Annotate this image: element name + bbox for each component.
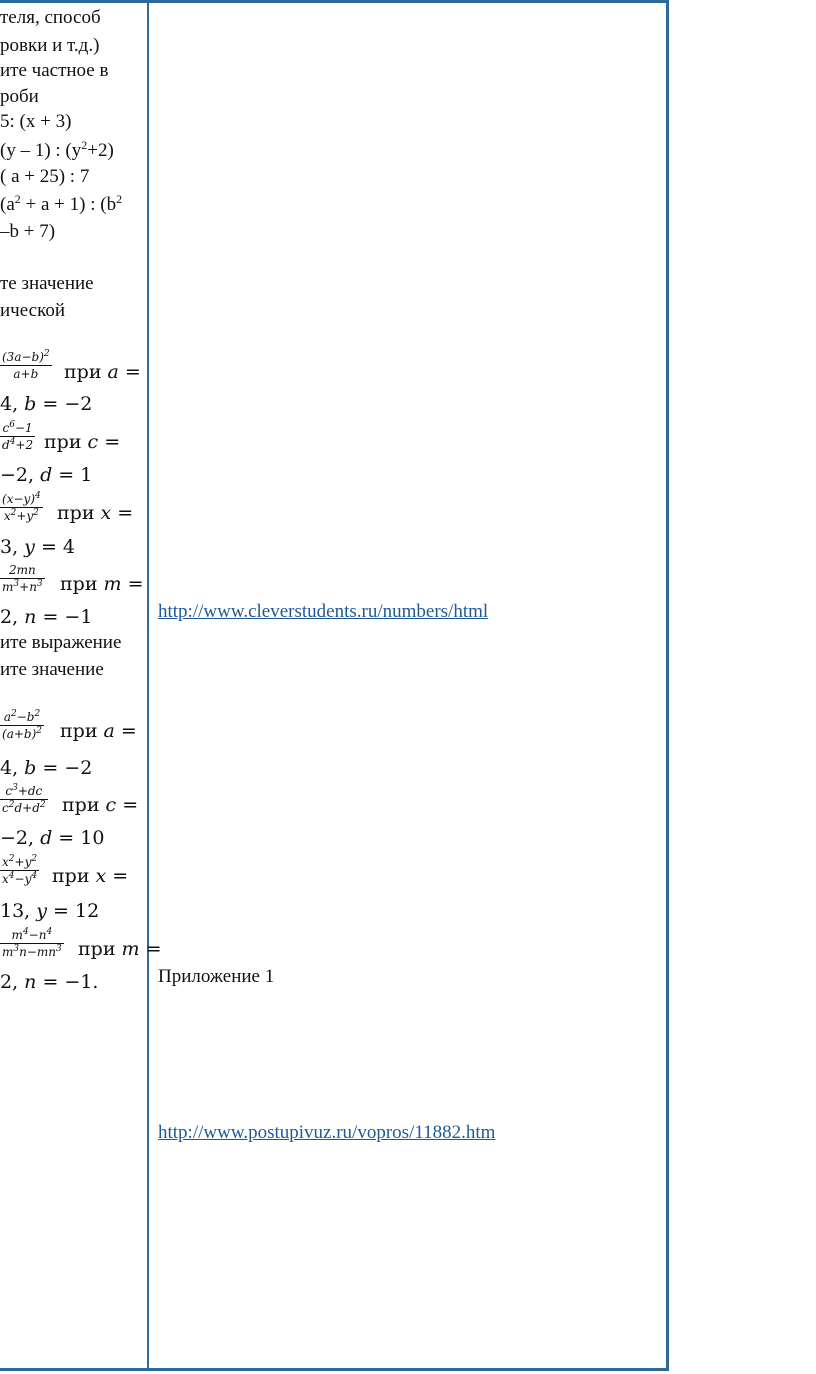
fraction: $\frac{2mn}{m^3+n^3}$ bbox=[2, 563, 43, 594]
condition: при c = bbox=[62, 794, 139, 816]
condition: при m = bbox=[60, 573, 144, 595]
resource-link-postupivuz[interactable]: http://www.postupivuz.ru/vopros/11882.htm bbox=[158, 1122, 496, 1143]
condition: при x = bbox=[52, 865, 129, 887]
condition: при c = bbox=[44, 431, 121, 453]
division-example-3: ( a + 25) : 7 bbox=[0, 166, 90, 187]
task-text-line: ровки и т.д.) bbox=[0, 35, 100, 56]
task-heading-line: ите значение bbox=[0, 659, 104, 680]
fraction: $\frac{c^6-1}{d^4+2}$ bbox=[2, 420, 34, 452]
table-frame-right bbox=[666, 0, 669, 1371]
task-text-line: теля, способ bbox=[0, 7, 101, 28]
fraction: $\frac{(3a-b)^2}{a+b}$ bbox=[2, 349, 50, 381]
division-example-4: $(a^2 + a + 1)$ : ($b^2$ bbox=[0, 192, 123, 215]
task-heading-line: ической bbox=[0, 300, 65, 321]
division-example-5: –b + 7) bbox=[0, 221, 56, 242]
task-heading-line: ите выражение bbox=[0, 632, 122, 653]
division-example-1: 5: (x + 3) bbox=[0, 111, 72, 132]
condition-values: −2, d = 10 bbox=[0, 827, 105, 849]
condition: при a = bbox=[60, 720, 137, 742]
division-example-2: (y – 1) : $(y^2+2)$ bbox=[0, 138, 114, 161]
condition-values: 4, b = −2 bbox=[0, 757, 93, 779]
condition: при m = bbox=[78, 938, 162, 960]
resource-link-cleverstudents[interactable]: http://www.cleverstudents.ru/numbers/html bbox=[158, 601, 489, 622]
condition-values: −2, d = 1 bbox=[0, 464, 93, 486]
fraction: $\frac{a^2-b^2}{(a+b)^2}$ bbox=[2, 709, 43, 741]
table-column-divider bbox=[147, 0, 149, 1371]
fraction: $\frac{c^3+dc}{c^2d+d^2}$ bbox=[2, 783, 46, 815]
condition-values: 13, y = 12 bbox=[0, 900, 100, 922]
task-text-line: ите частное в bbox=[0, 60, 109, 81]
condition-values: 2, n = −1. bbox=[0, 971, 99, 993]
fraction: $\frac{x^2+y^2}{x^4-y^4}$ bbox=[2, 854, 38, 886]
fraction: $\frac{(x-y)^4}{x^2+y^2}$ bbox=[2, 491, 41, 523]
table-frame-bottom bbox=[0, 1368, 669, 1371]
condition-values: 2, n = −1 bbox=[0, 606, 93, 628]
table-frame-top bbox=[0, 0, 669, 3]
condition: при a = bbox=[64, 361, 141, 383]
task-text-line: роби bbox=[0, 86, 39, 107]
condition-values: 4, b = −2 bbox=[0, 393, 93, 415]
condition-values: 3, y = 4 bbox=[0, 536, 75, 558]
task-heading-line: те значение bbox=[0, 273, 94, 294]
appendix-label: Приложение 1 bbox=[158, 966, 275, 987]
condition: при x = bbox=[57, 502, 134, 524]
fraction: $\frac{m^4-n^4}{m^3n-mn^3}$ bbox=[2, 927, 62, 959]
